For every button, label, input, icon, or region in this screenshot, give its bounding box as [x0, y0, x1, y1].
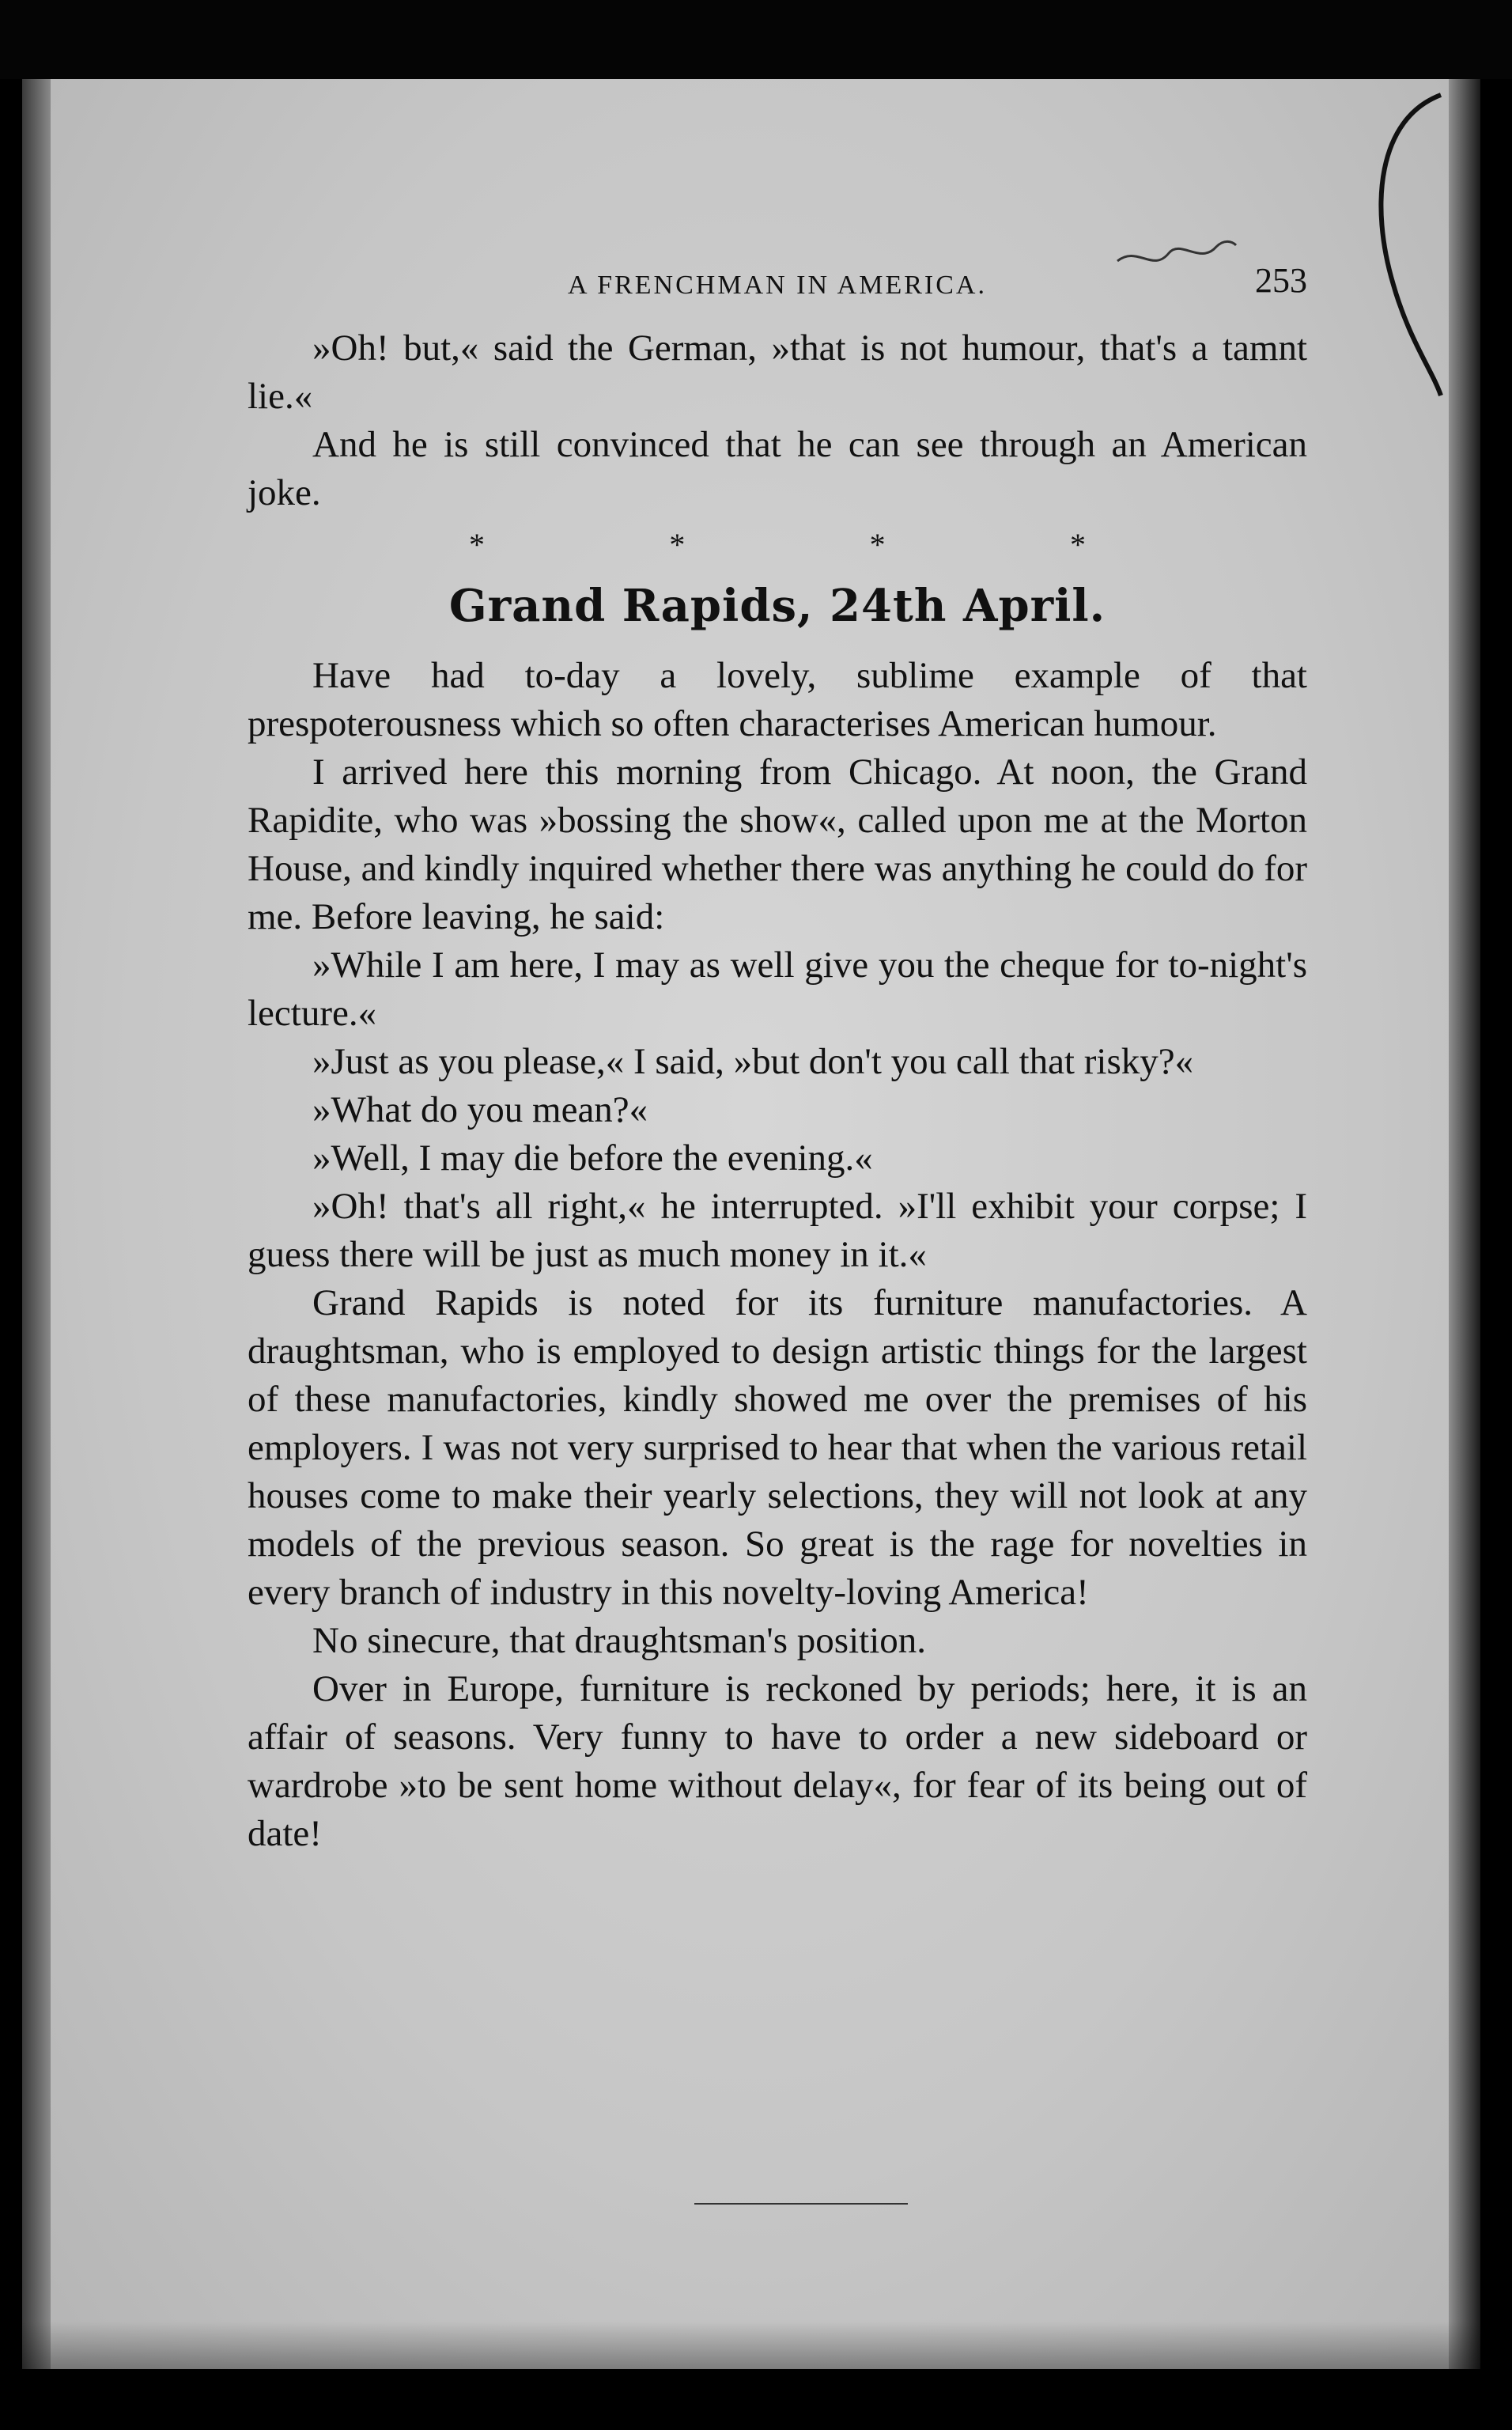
page-text	[248, 261, 1307, 1858]
section-heading: Grand Rapids, 24th April.	[448, 580, 1106, 632]
paragraph: »Just as you please,« I said, »but don't you call that risky?«	[312, 1041, 1194, 1082]
separator-star: *	[469, 527, 485, 562]
section-separator	[248, 525, 1307, 565]
paragraph: And he is still convinced that he can see through an American joke.	[248, 424, 1307, 513]
page-shadow	[22, 2322, 1480, 2369]
page-outer-edge	[1449, 79, 1480, 2369]
paragraph: I arrived here this morning from Chicago. At noon, the Grand Rapidite, who was »bossing the show«, called upon me at the Morton House, and kindly inquired whether there was anything he could do for me. Before leaving, he said:	[248, 751, 1307, 937]
paragraph: Have had to-day a lovely, sublime example of that prespoterousness which so often characterises American humour.	[248, 655, 1307, 744]
paragraph: »What do you mean?«	[312, 1089, 648, 1130]
page-binding-edge	[22, 79, 51, 2369]
scan-border-top	[0, 0, 1512, 79]
paragraph: Over in Europe, furniture is reckoned by periods; here, it is an affair of seasons. Very funny to have to order a new sideboard or wardrobe »to be sent home without delay«, for fear of its being out of date!	[248, 1668, 1307, 1854]
paragraph: »Well, I may die before the evening.«	[312, 1137, 873, 1179]
paragraph: »Oh! but,« said the German, »that is not humour, that's a tamnt lie.«	[248, 327, 1307, 417]
paragraph: No sinecure, that draughtsman's position.	[312, 1620, 927, 1661]
separator-star: *	[869, 527, 886, 562]
paragraph: »Oh! that's all right,« he interrupted. »I'll exhibit your corpse; I guess there will be just as much money in it.«	[248, 1186, 1307, 1275]
page-curl-mark	[1362, 87, 1449, 403]
page-number: 253	[1255, 261, 1307, 300]
paragraph: Grand Rapids is noted for its furniture manufactories. A draughtsman, who is employed to design artistic things for the largest of these manufactories, kindly showed me over the premises of his employers. I was not very surprised to hear that when the various retail houses come to make their yearly selections, they will not look at any models of the previous season. So great is the rage for novelties in every branch of industry in this novelty-loving America!	[248, 1282, 1307, 1613]
book-page	[22, 79, 1480, 2369]
running-head	[248, 261, 1307, 324]
separator-star: *	[1069, 527, 1086, 562]
footer-rule	[694, 2203, 908, 2205]
running-title: A FRENCHMAN IN AMERICA.	[568, 271, 987, 300]
paragraph: »While I am here, I may as well give you the cheque for to-night's lecture.«	[248, 944, 1307, 1034]
separator-star: *	[669, 527, 686, 562]
